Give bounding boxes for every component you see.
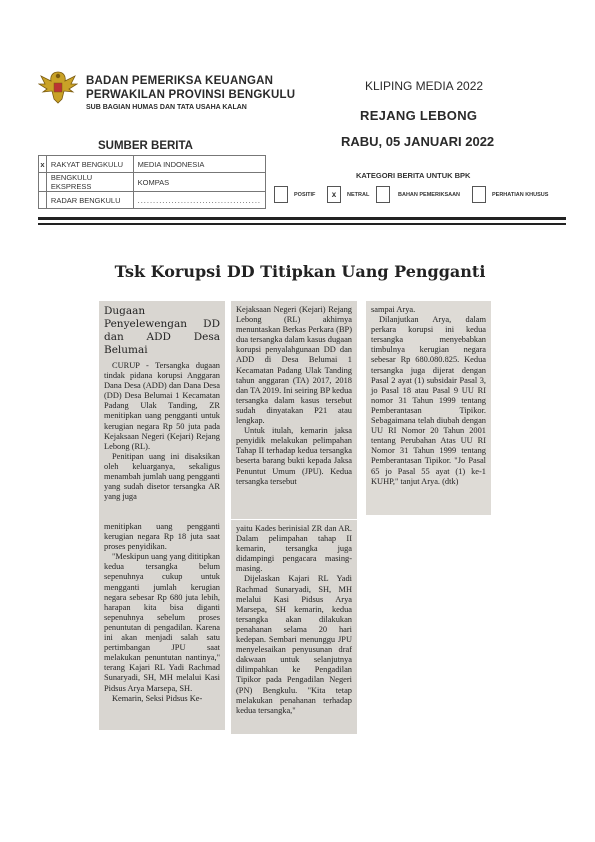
kliping-title: KLIPING MEDIA 2022 — [365, 79, 484, 93]
paragraph: Dilanjutkan Arya, dalam perkara korupsi ini kedua tersangka menyebabkan timbulnya kerugian negara sebesar Rp 680.080.825. Kedua tersangka juga dijerat dengan Pasal 2 ayat (1) subsidair Pasal 3, jo Pasal 18 atau Pasal 9 UU RI nomor 31 Tahun 1999 tentang Pemberantasan Tipikor. Sebagaimana telah diubah dengan UU RI Nomor 20 Tahun 2001 tentang Perubahan Atas UU RI Nomor 31 Tahun 1999 tentang Pemberantasan Tipikor. "Jo Pasal 65 jo Pasal 55 ayat (1) ke-1 KUHP," tanjut Arya. (dtk) — [371, 315, 486, 486]
paragraph: CURUP - Tersangka dugaan tindak pidana korupsi Anggaran Dana Desa (ADD) dan Dana Desa (DD) Desa Belumai 1 Kecamatan Padang Ulak Tanding, ZR menitipkan uang pengganti untuk kerugian negara Rp 50 juta pada Kejaksaan Negeri (Kejari) Rejang Lebong (RL). — [104, 361, 220, 451]
paragraph: Dijelaskan Kajari RL Yadi Rachmad Sunaryadi, SH, MH melalui Kasi Pidsus Arya Marsepa, SH kemarin, kedua tersangka akan dilakukan penahanan selama 20 hari kedepan. Sembari menunggu JPU menyelesaikan penyusunan draf dakwaan untuk selanjutnya dilimpahkan ke Pengadilan Tipikor pada Pengadilan Negeri (PN) Bengkulu. "Kita tetap melakukan penahanan terhadap kedua tersangka," — [236, 574, 352, 715]
source-name: BENGKULU EKSPRESS — [46, 173, 133, 192]
org-name-line3: SUB BAGIAN HUMAS DAN TATA USAHA KALAN — [86, 104, 247, 111]
source-name-blank: ........................................ — [133, 192, 265, 209]
source-name: RADAR BENGKULU — [46, 192, 133, 209]
kategori-checkbox — [472, 186, 486, 203]
kategori-label: NETRAL — [347, 191, 370, 198]
kategori-bahan-pemeriksaan — [376, 186, 460, 203]
paragraph: Kejaksaan Negeri (Kejari) Rejang Lebong (RL) akhirnya menuntaskan Berkas Perkara (BP) dua tersangka dalam kasus dugaan korupsi penyalahgunaan DD dan ADD di Desa Belumai 1 Kecamatan Padang Ulak Tanding tahun anggaran (TA) 2017, 2018 dan TA 2019. Ini seiring BP kedua tersangka dalam kasus tersebut sudah dinyatakan P21 atau lengkap. — [236, 305, 352, 426]
kategori-label: POSITIF — [294, 191, 316, 198]
article-headline: Tsk Korupsi DD Titipkan Uang Pengganti — [114, 262, 486, 281]
kategori-checkbox — [274, 186, 288, 203]
divider — [38, 217, 566, 220]
article-column-4 — [99, 518, 225, 730]
kategori-netral — [327, 186, 369, 203]
source-row — [39, 156, 266, 173]
paragraph: Untuk itulah, kemarin jaksa penyidik melakukan pelimpahan Tahap II terhadap kedua tersangka beserta barang bukti kepada Jaksa Penuntut Umum (JPU). Kedua tersangka tersebut — [236, 426, 352, 486]
sumber-berita-title: SUMBER BERITA — [98, 140, 193, 152]
kategori-label: BAHAN PEMERIKSAAN — [398, 191, 461, 198]
kategori-title: KATEGORI BERITA UNTUK BPK — [356, 171, 471, 180]
article-column-5 — [231, 520, 357, 734]
source-row — [39, 173, 266, 192]
source-table — [38, 155, 266, 209]
garuda-emblem-icon — [38, 68, 78, 106]
org-name-line2: PERWAKILAN PROVINSI BENGKULU — [86, 89, 296, 101]
article-column-1 — [99, 301, 225, 525]
source-mark — [39, 192, 47, 209]
region-title: REJANG LEBONG — [360, 108, 478, 123]
paragraph: "Meskipun uang yang dititipkan kedua tersangka belum sepenuhnya cukup untuk mengganti jumlah kerugian negara sebesar Rp 680 juta lebih, harapan kita bisa diganti sepenuhnya sebelum proses penuntutan di pengadilan. Karena ini akan menjadi salah satu pertimbangan JPU saat melakukan penuntutan nantinya," terang Kajari RL Yadi Rachmad Sunaryadi, SH, MH melalui Kasi Pidsus Arya Marsepa, SH. — [104, 552, 220, 693]
divider — [38, 223, 566, 225]
paragraph: Penitipan uang ini disaksikan oleh keluarganya, sekaligus menambah jumlah uang pengganti yang sudah disetor tersangka AR yang juga — [104, 451, 220, 502]
paragraph: sampai Arya. — [371, 305, 416, 314]
kategori-checkbox: x — [327, 186, 341, 203]
kategori-positif — [274, 186, 315, 203]
source-mark: x — [39, 156, 47, 173]
article-subheading: Dugaan Penyelewengan DD dan ADD Desa Belumai — [104, 305, 220, 356]
source-name: KOMPAS — [133, 173, 265, 192]
kategori-checkbox — [376, 186, 390, 203]
paragraph: menitipkan uang pengganti kerugian negara Rp 18 juta saat proses penyidikan. — [104, 522, 220, 552]
kategori-label: PERHATIAN KHUSUS — [492, 191, 549, 198]
source-name: RAKYAT BENGKULU — [46, 156, 133, 173]
source-row — [39, 192, 266, 209]
kategori-perhatian-khusus — [472, 186, 548, 203]
article-column-3 — [366, 301, 491, 515]
paragraph: Kemarin, Seksi Pidsus Ke- — [112, 693, 203, 703]
org-name-line1: BADAN PEMERIKSA KEUANGAN — [86, 75, 274, 87]
article-column-2 — [231, 301, 357, 519]
source-mark — [39, 173, 47, 192]
paragraph: yaitu Kades berinisial ZR dan AR. Dalam pelimpahan tahap II kemarin, tersangka juga didampingi pengacara masing-masing. — [236, 524, 352, 574]
source-name: MEDIA INDONESIA — [133, 156, 265, 173]
date-title: RABU, 05 JANUARI 2022 — [341, 134, 495, 149]
